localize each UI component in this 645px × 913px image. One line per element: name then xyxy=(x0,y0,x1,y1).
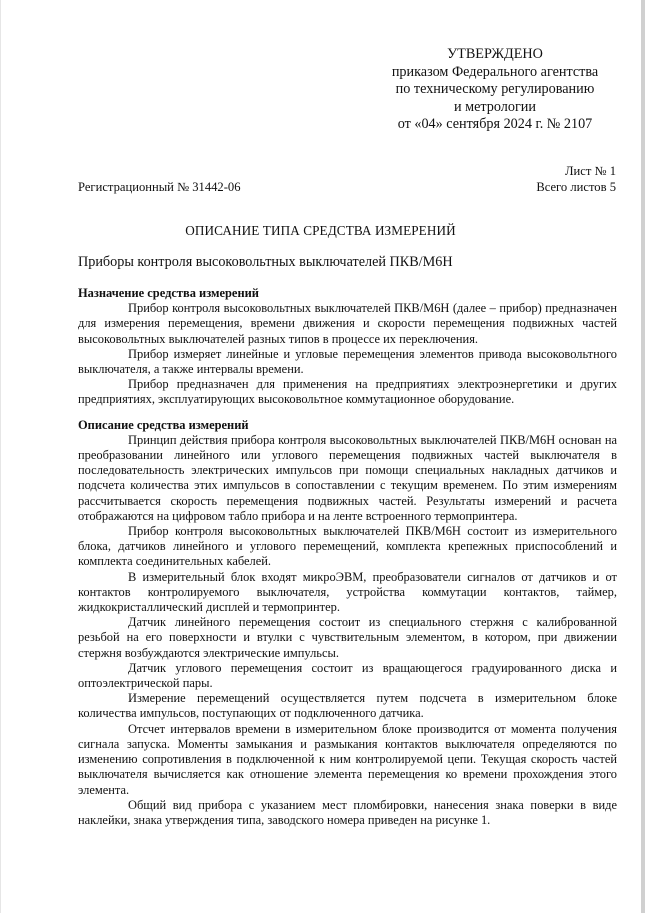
document-body xyxy=(78,286,617,828)
section-heading-purpose: Назначение средства измерений xyxy=(78,286,259,300)
approval-line: и метрологии xyxy=(454,98,536,115)
paragraph: Прибор контроля высоковольтных выключателей ПКВ/М6Н состоит из измерительного блока, датчиков линейного и углового перемещений, комплекта крепежных приспособлений и комплекта соединительных кабелей. xyxy=(78,524,617,569)
approval-block xyxy=(370,46,620,134)
paragraph: Принцип действия прибора контроля высоковольтных выключателей ПКВ/М6Н основан на преобразовании линейного или углового перемещения подвижных частей выключателя в последовательность электрических импульсов при помощи специальных накладных датчиков и подсчета количества этих импульсов в сопоставлении с текущим временем. По этим измерениям рассчитывается скорость перемещения подвижных частей. Результаты измерений и расчета отображаются на цифровом табло прибора и на ленте встроенного термопринтера. xyxy=(78,432,617,523)
approval-title: УТВЕРЖДЕНО xyxy=(447,46,543,62)
page-right-edge xyxy=(641,0,645,913)
paragraph: Датчик углового перемещения состоит из вращающегося градуированного диска и оптоэлектрической пары. xyxy=(78,660,617,691)
section-spacer xyxy=(78,408,617,418)
registration-number: Регистрационный № 31442-06 xyxy=(78,180,241,194)
total-sheets: Всего листов 5 xyxy=(536,179,616,194)
paragraph: Прибор предназначен для применения на предприятиях электроэнергетики и других предприятиях, эксплуатирующих высоковольтное коммутационное оборудование. xyxy=(78,377,617,407)
section-heading-description: Описание средства измерений xyxy=(78,417,249,432)
paragraph: Отсчет интервалов времени в измерительном блоке производится от момента получения сигнала запуска. Моменты замыкания и размыкания контактов выключателя определяются по изменению сопротивления в подключенной к ним контролируемой цепи. Текущая скорость частей выключателя вычисляется как отношение элемента перемещения ко времени прохождения этого элемента. xyxy=(78,721,617,797)
approval-date-number: от «04» сентября 2024 г. № 2107 xyxy=(397,116,593,133)
approval-line: по техническому регулированию xyxy=(395,81,595,98)
paragraph: Измерение перемещений осуществляется путем подсчета в измерительном блоке количества импульсов, поступающих от подключенного датчика. xyxy=(78,691,617,721)
sheet-info xyxy=(536,164,616,195)
paragraph: Общий вид прибора с указанием мест пломбировки, нанесения знака поверки в виде наклейки, знака утверждения типа, заводского номера приведен на рисунке 1. xyxy=(78,797,617,827)
approval-line: приказом Федерального агентства xyxy=(391,63,599,80)
paragraph: Датчик линейного перемещения состоит из специального стержня с калиброванной резьбой на его поверхности и втулки с чувствительным элементом, в котором, при движении стержня возбуждаются электрические импульсы. xyxy=(78,615,617,660)
paragraph: В измерительный блок входят микроЭВМ, преобразователи сигналов от датчиков и от контактов контролируемого выключателя, устройства коммутации контактов, таймер, жидкокристаллический дисплей и термопринтер. xyxy=(78,569,617,615)
sheet-number: Лист № 1 xyxy=(565,164,616,178)
paragraph: Прибор контроля высоковольтных выключателей ПКВ/М6Н (далее – прибор) предназначен для измерения перемещения, времени движения и скорости перемещения подвижных частей высоковольтных выключателей разных типов в процессе их переключения. xyxy=(78,301,617,346)
paragraph: Прибор измеряет линейные и угловые перемещения элементов привода высоковольтного выключателя, а также интервалы времени. xyxy=(78,346,617,377)
device-name: Приборы контроля высоковольтных выключателей ПКВ/М6Н xyxy=(78,254,453,270)
document-title: ОПИСАНИЕ ТИПА СРЕДСТВА ИЗМЕРЕНИЙ xyxy=(185,223,456,238)
